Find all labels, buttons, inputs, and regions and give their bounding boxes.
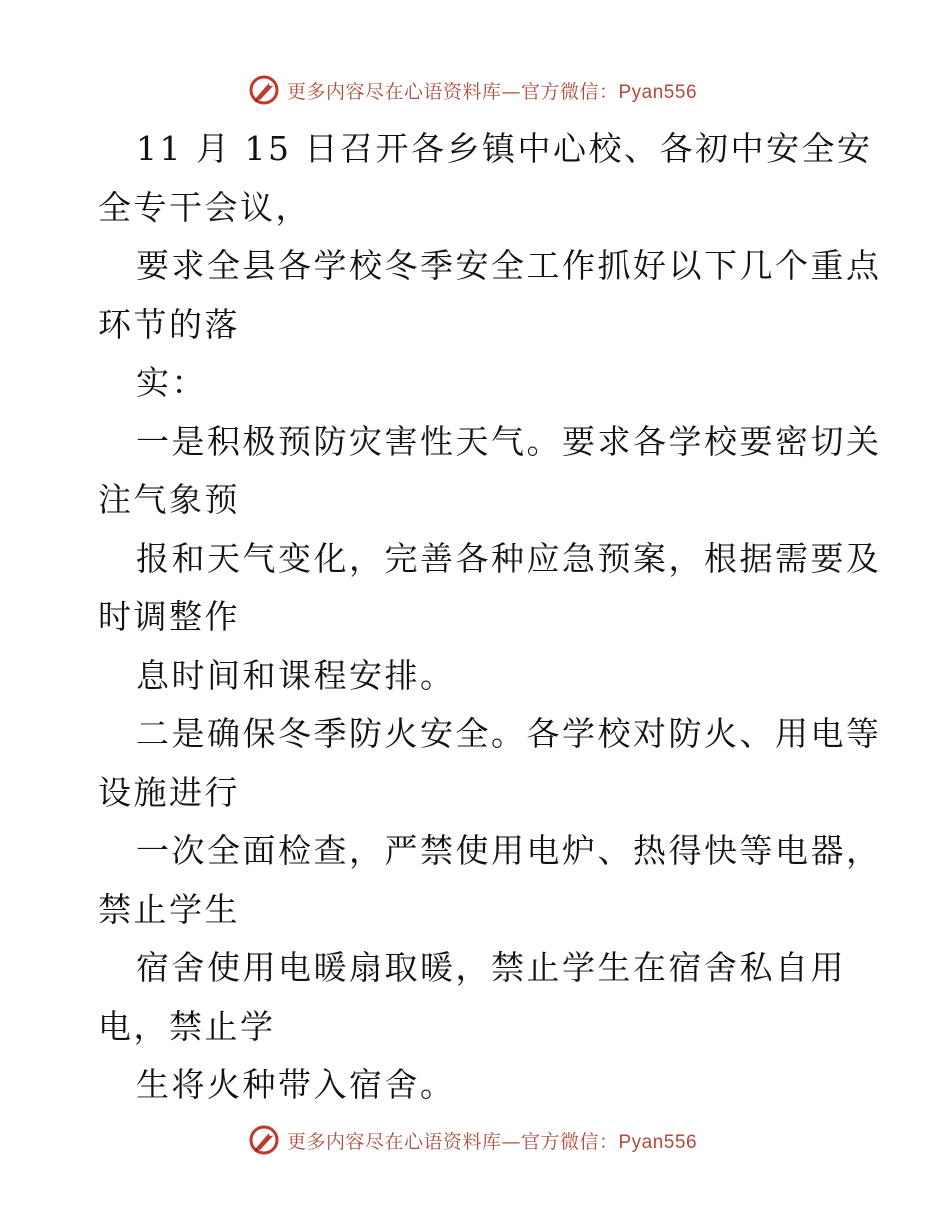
header-banner-content (247, 73, 697, 107)
text-line: 一是积极预防灾害性天气。要求各学校要密切关 (136, 421, 882, 461)
text-line: 注气象预 (98, 480, 240, 519)
footer-banner-content (247, 1123, 697, 1157)
banner-wechat-id: Pyan556 (618, 1131, 698, 1153)
text-line: 11 月 15 日召开各乡镇中心校、各初中安全安 (136, 129, 873, 168)
banner-label: 更多内容尽在心语资料库—官方微信： (286, 1130, 619, 1153)
pen-logo-icon (247, 1123, 281, 1157)
banner-text (287, 1127, 697, 1154)
text-line: 宿舍使用电暖扇取暖，禁止学生在宿舍私自用 (136, 948, 846, 987)
text-line: 二是确保冬季防火安全。各学校对防火、用电等 (136, 714, 882, 753)
header-banner (0, 70, 950, 110)
text-line: 生将火种带入宿舍。 (136, 1065, 456, 1104)
text-line: 报和天气变化，完善各种应急预案，根据需要及 (136, 538, 882, 578)
banner-wechat-id: Pyan556 (618, 81, 698, 103)
text-line: 环节的落 (98, 304, 240, 344)
text-line: 禁止学生 (98, 889, 240, 929)
text-line: 设施进行 (98, 772, 240, 812)
text-line: 要求全县各学校冬季安全工作抓好以下几个重点 (136, 246, 882, 285)
text-line: 实： (136, 363, 207, 402)
banner-text (287, 77, 697, 104)
text-line: 时调整作 (98, 597, 240, 636)
text-line: 电，禁止学 (98, 1006, 276, 1046)
pen-logo-icon (247, 73, 281, 107)
footer-banner (0, 1120, 950, 1160)
text-line: 一次全面检查，严禁使用电炉、热得快等电器， (136, 831, 882, 870)
banner-label: 更多内容尽在心语资料库—官方微信： (286, 80, 619, 103)
document-body (98, 120, 882, 1115)
text-line: 全专干会议， (98, 187, 311, 227)
text-line: 息时间和课程安排。 (136, 655, 456, 695)
